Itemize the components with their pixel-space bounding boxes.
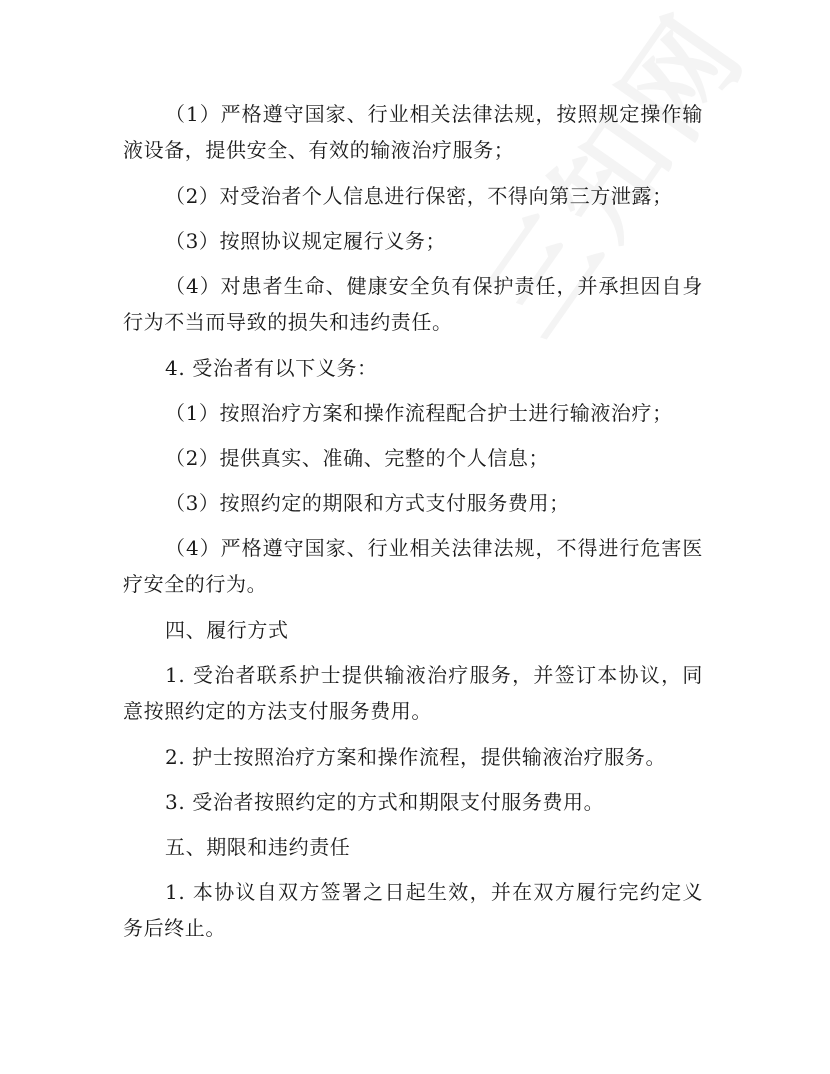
patient-duty-2: （2）提供真实、准确、完整的个人信息； (165, 446, 550, 470)
patient-duties-heading: 4. 受治者有以下义务： (165, 356, 378, 380)
term-item-1: 1. 本协议自双方签署之日起生效，并在双方履行完约定义务后终止。 (123, 880, 703, 940)
nurse-duty-2: （2）对受治者个人信息进行保密，不得向第三方泄露； (165, 184, 673, 208)
nurse-duty-1: （1）严格遵守国家、行业相关法律法规，按照规定操作输液设备，提供安全、有效的输液治疗服务； (123, 102, 703, 162)
performance-item-2: 2. 护士按照治疗方案和操作流程，提供输液治疗服务。 (165, 745, 667, 769)
nurse-duty-4: （4）对患者生命、健康安全负有保护责任，并承担因自身行为不当而导致的损失和违约责任。 (123, 274, 703, 334)
patient-duty-4: （4）严格遵守国家、行业相关法律法规，不得进行危害医疗安全的行为。 (123, 536, 703, 596)
document-body (123, 96, 703, 956)
patient-duty-3: （3）按照约定的期限和方式支付服务费用； (165, 491, 570, 515)
section-heading-performance: 四、履行方式 (165, 618, 289, 642)
section-heading-term: 五、期限和违约责任 (165, 835, 351, 859)
patient-duty-1: （1）按照治疗方案和操作流程配合护士进行输液治疗； (165, 401, 673, 425)
performance-item-3: 3. 受治者按照约定的方式和期限支付服务费用。 (165, 790, 605, 814)
nurse-duty-3: （3）按照协议规定履行义务； (165, 229, 447, 253)
performance-item-1: 1. 受治者联系护士提供输液治疗服务，并签订本协议，同意按照约定的方法支付服务费用。 (123, 663, 703, 723)
